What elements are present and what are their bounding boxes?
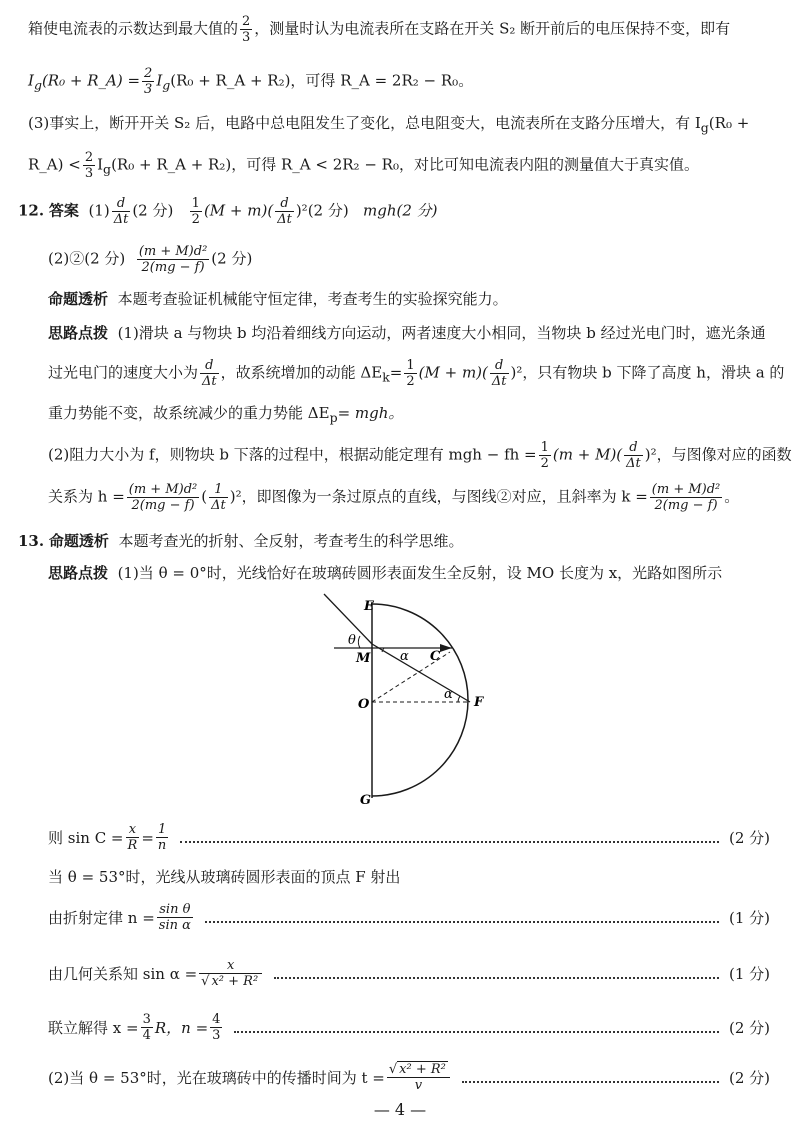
fraction: $\frac{2}{3}$: [144, 66, 153, 97]
leader-dots: [205, 921, 719, 923]
fraction: $\frac{x}{R}$: [127, 822, 138, 853]
fraction: $\frac{x}{\text{√ x² + R²}}$: [199, 958, 262, 989]
text-line: R_A) < $\frac{2}{3}$ $I_g(R_0$ + R_A + R₂)，可得 R_A < 2R₂ − R₀，对比可知电流表内阻的测量值大于真实值。: [28, 150, 699, 181]
fraction: $\frac{\text{√ x² + R²}}{v}$: [387, 1062, 450, 1093]
semicircle-arc: [372, 604, 468, 796]
fraction: $\frac{2}{3}$: [242, 14, 251, 45]
fraction: $\frac{d}{\Delta t}$: [277, 196, 292, 227]
fraction: $\frac{3}{4}$: [142, 1012, 151, 1043]
score: (2 分): [728, 828, 770, 847]
theta-arc: [358, 636, 360, 648]
optics-diagram: [312, 590, 532, 820]
fraction: $\frac{4}{3}$: [212, 1012, 221, 1043]
fraction: $\frac{1}{2}$: [406, 358, 415, 389]
q13-tips-1: 思路点拨 (1)当 θ = 0°时，光线恰好在玻璃砖圆形表面发生全反射，设 MO 长度为 x，光路如图所示: [48, 564, 723, 582]
answer-label: 答案: [48, 201, 79, 220]
question-number: 12.: [18, 201, 45, 220]
fraction: $\frac{\text{(m + M)d²}}{2(mg - f)}$: [651, 482, 721, 513]
fraction: $\frac{2}{3}$: [84, 150, 94, 181]
fraction: $\frac{\text{sin θ}}{\text{sin α}}$: [158, 902, 191, 933]
question-number: 13.: [18, 532, 45, 550]
leader-dots: [462, 1081, 719, 1083]
label-M: M: [356, 651, 371, 666]
fraction: $\frac{\text{(m + M)d²}}{2(mg - f)}$: [128, 482, 198, 513]
q12-tips-4: (2)阻力大小为 f，则物块 b 下落的过程中，根据动能定理有 mgh − fh = $\frac{1}{2}$ (m + M)( $\frac{d}{\Delta t}$ )²，与图像对应的函数: [48, 440, 792, 471]
equation-line: $I_g(R_0$ + R_A) = $\frac{2}{3}$ $I_g(R_0$ + R_A + R₂)，可得 R_A = 2R₂ − R₀。: [28, 66, 474, 97]
leader-dots: [180, 841, 719, 843]
score: (2 分): [728, 1018, 770, 1037]
label-E: E: [364, 599, 374, 614]
fraction: $\frac{d}{\Delta t}$: [202, 358, 217, 389]
fraction: $\frac{1}{2}$: [191, 196, 200, 227]
q12-answer-line-2: (2)②(2 分) $\frac{\text{(m + M)d²}}{2(mg - f)}$ (2 分): [48, 244, 253, 275]
fraction: $\frac{d}{\Delta t}$: [626, 440, 641, 471]
score: (1 分): [728, 964, 770, 983]
text-line: (3)事实上，断开开关 S₂ 后，电路中总电阻发生了变化，总电阻变大，电流表所在支路分压增大，有 $I_g(R_0$ +: [28, 114, 750, 135]
fraction: $\frac{\text{(m + M)d²}}{2(mg - f)}$: [138, 244, 208, 275]
label-alpha-1: α: [400, 649, 409, 664]
leader-dots: [274, 977, 719, 979]
fraction: $\frac{1}{2}$: [540, 440, 549, 471]
q12-tips-1: 思路点拨 (1)滑块 a 与物块 b 均沿着细线方向运动，两者速度大小相同，当物块 b 经过光电门时，遮光条通: [48, 324, 766, 342]
solution-row-4: 联立解得 x = $\frac{3}{4}$ R，n = $\frac{4}{3}$ (2 分): [48, 1012, 770, 1043]
fraction: $\frac{d}{\Delta t}$: [491, 358, 507, 389]
label-C: C: [430, 649, 441, 664]
fraction: $\frac{d}{\Delta t}$: [113, 196, 129, 227]
label-theta: θ: [348, 633, 356, 648]
solution-row-2: 由折射定律 n = $\frac{\text{sin θ}}{\text{sin α}}$ (1 分): [48, 902, 770, 933]
text-line: [28, 14, 770, 45]
leader-dots: [234, 1031, 719, 1033]
solution-row-5: (2)当 θ = 53°时，光在玻璃砖中的传播时间为 t = $\frac{\text{√ x² + R²}}{v}$ (2 分): [48, 1062, 770, 1093]
solution-row-1: 则 sin C = $\frac{x}{R}$ = $\frac{1}{n}$ (2 分): [48, 822, 770, 853]
label-G: G: [360, 793, 372, 808]
q13-line-2: 当 θ = 53°时，光线从玻璃砖圆形表面的顶点 F 射出: [48, 868, 401, 886]
page-number: — 4 —: [373, 1100, 427, 1119]
q12-tips-3: 重力势能不变，故系统减少的重力势能 $\Delta E_p=$ mgh。: [48, 404, 404, 425]
solution-row-3: 由几何关系知 sin α = $\frac{x}{\text{√ x² + R²}}$ (1 分): [48, 958, 770, 989]
label-F: F: [474, 695, 484, 710]
label-alpha-2: α: [444, 687, 453, 702]
fraction: $\frac{1}{n}$: [157, 822, 167, 853]
label-O: O: [358, 697, 370, 712]
score: (1 分): [728, 908, 770, 927]
alpha-arc-2: [458, 696, 460, 702]
text: 箱使电流表的示数达到最大值的: [28, 19, 239, 38]
q12-tips-2: 过光电门的速度大小为 $\frac{d}{\Delta t}$ ，故系统增加的动能 $\Delta E_k=$ $\frac{1}{2}$ (M + m)( $\frac{d}{\Delta t}$ )²，只有物块 b 下降了高度 h，滑块 a 的: [48, 358, 785, 389]
text: ，测量时认为电流表所在支路在开关 S₂ 断开前后的电压保持不变，即有: [254, 19, 731, 38]
score: (2 分): [728, 1068, 770, 1087]
q12-analysis: 命题透析 本题考查验证机械能守恒定律，考查考生的实验探究能力。: [48, 290, 508, 308]
fraction: $\frac{1}{\Delta t}$: [211, 482, 226, 513]
q12-answer-line: 12. 答案 (1) $\frac{d}{\Delta t}$ (2 分) $\frac{1}{2}$ (M + m)( $\frac{d}{\Delta t}$ )²(2 分) mgh(2 分): [18, 196, 438, 227]
q13-analysis: 13. 命题透析 本题考查光的折射、全反射，考查考生的科学思维。: [18, 532, 464, 550]
q12-tips-5: 关系为 h = $\frac{\text{(m + M)d²}}{2(mg - f)}$ ( $\frac{1}{\Delta t}$ )²，即图像为一条过原点的直线，与图线②对应，且斜率为 k = $\frac{\text{(m + M)d²}}{2(mg - f)}$ 。: [48, 482, 740, 513]
